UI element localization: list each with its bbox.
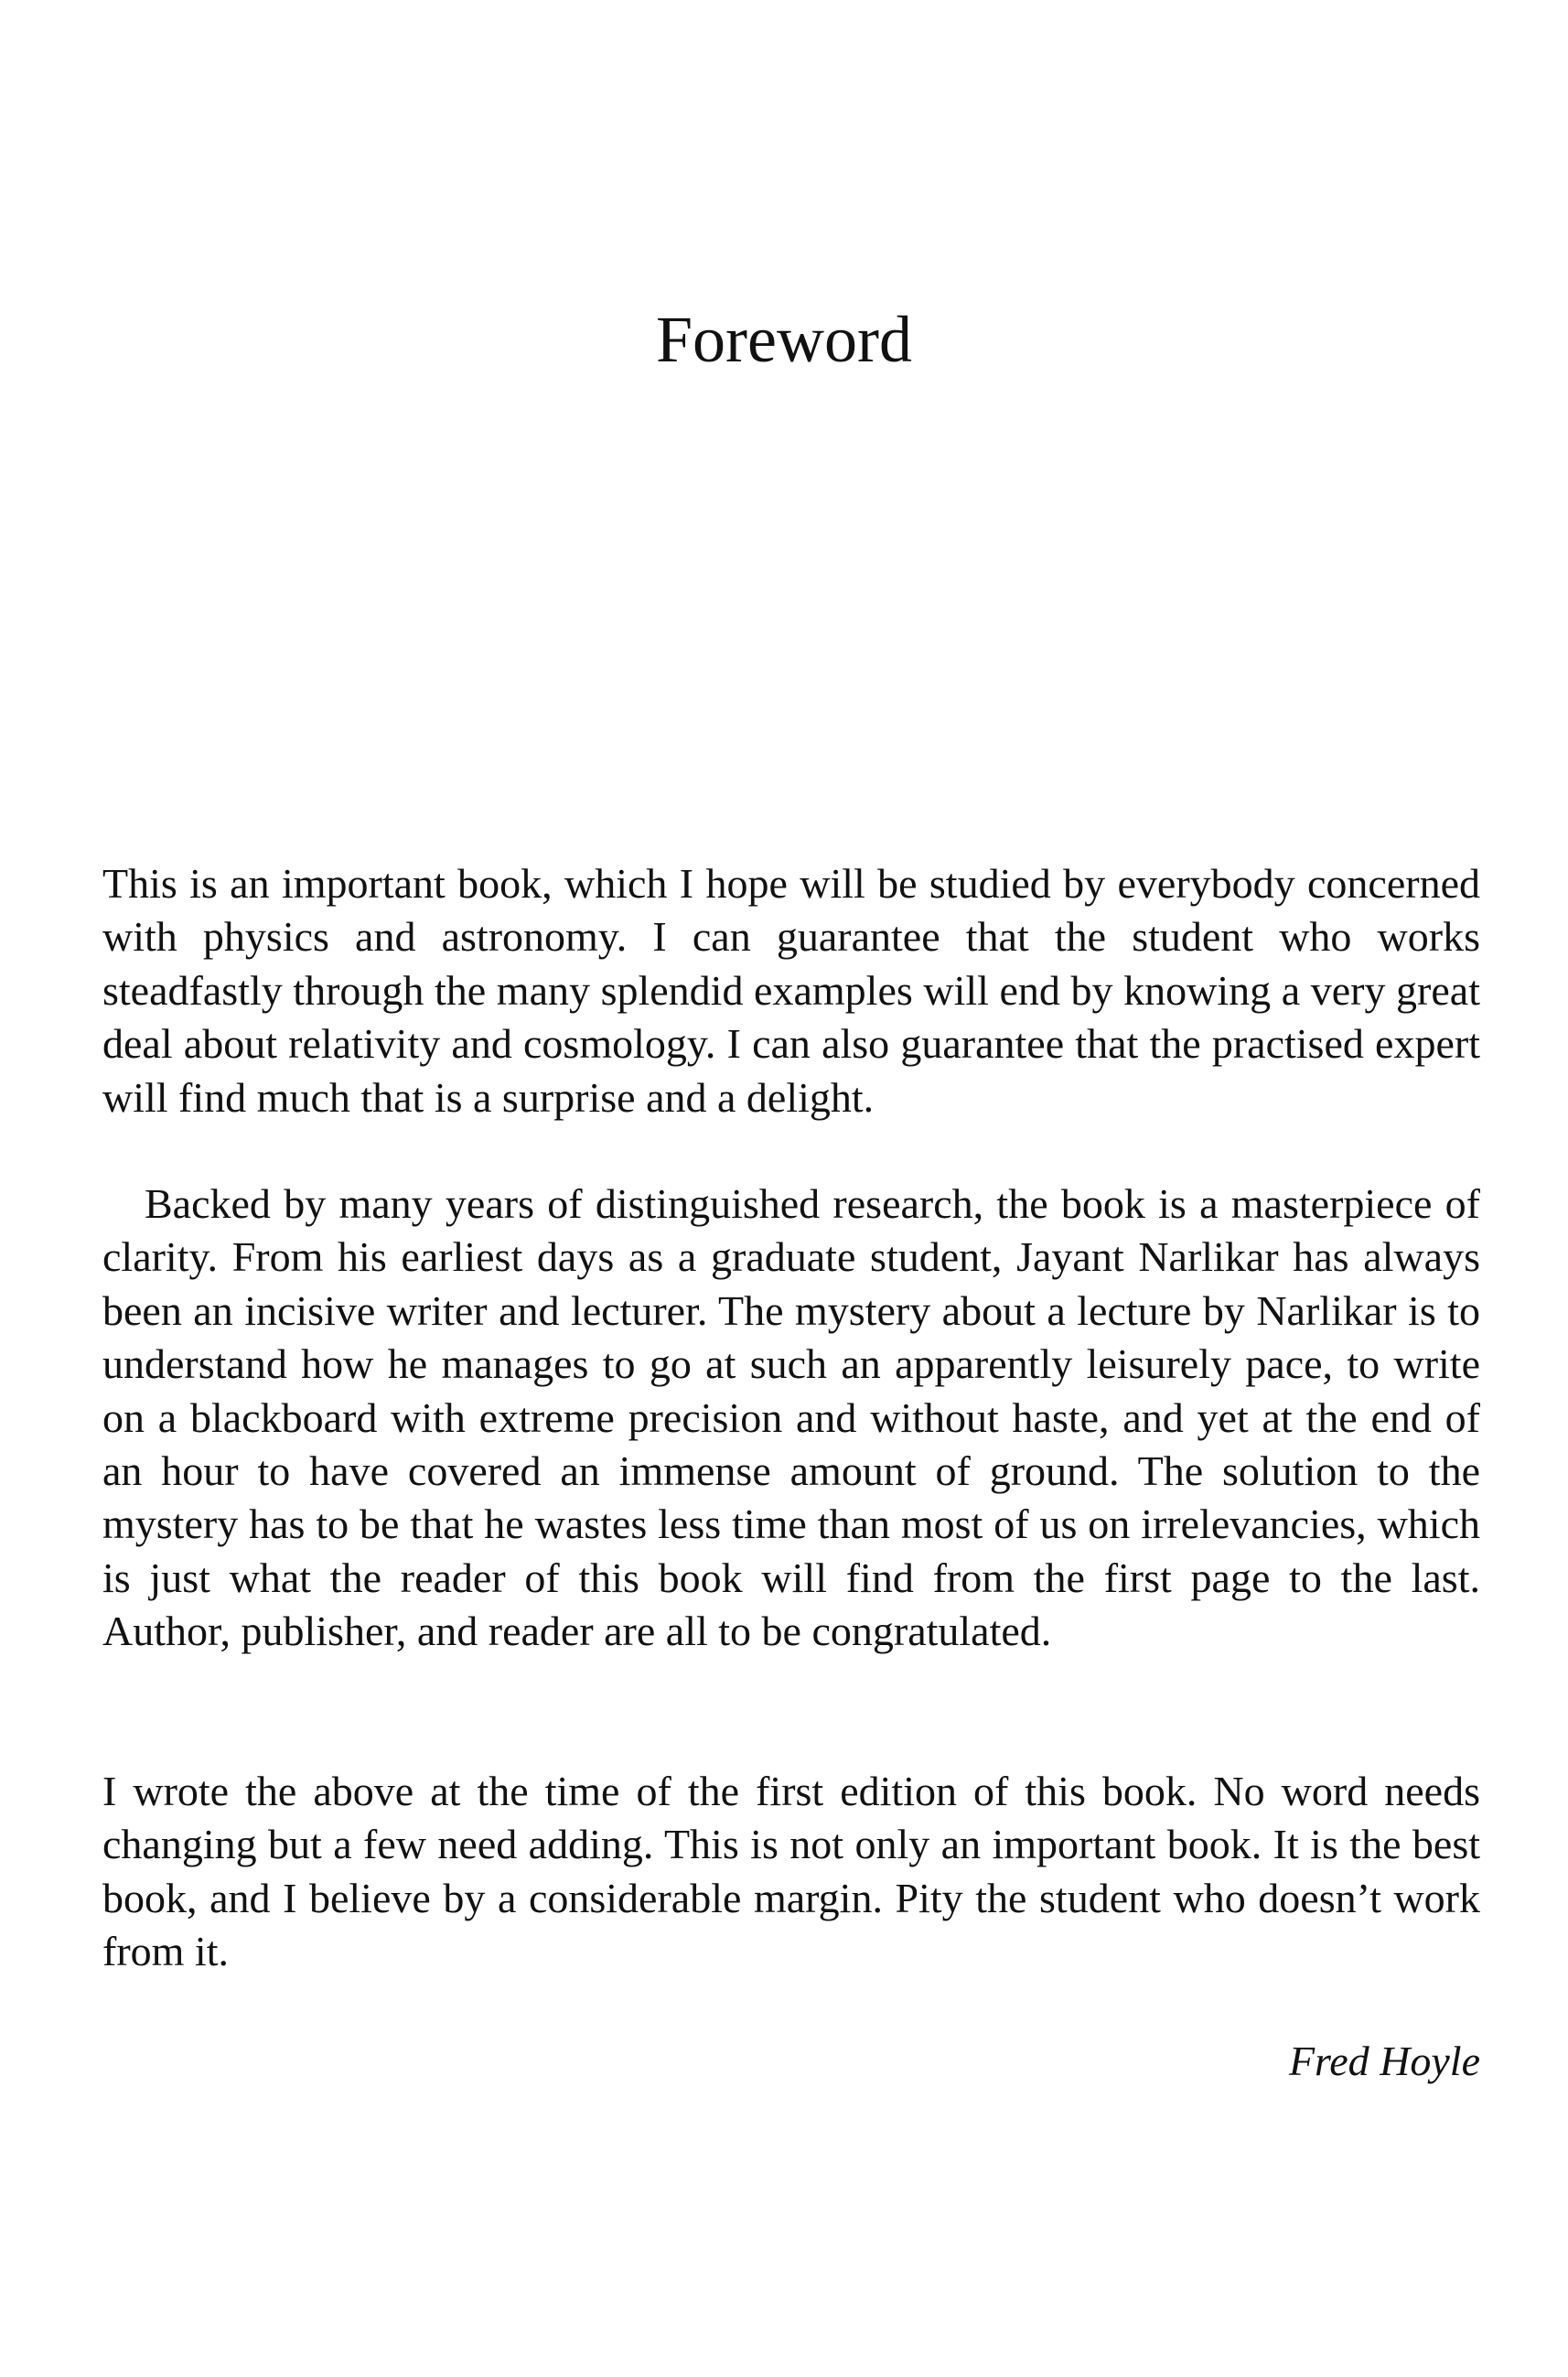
paragraph-3: I wrote the above at the time of the first edition of this book. No word needs changing but a few need adding. This is not only an important book. It is the best book, and I believe by a considerable margin. Pity the student who doesn’t work from it. — [102, 1768, 1480, 1975]
paragraph-2: Backed by many years of distinguished research, the book is a masterpiece of clarity. From his earliest days as a graduate student, Jayant Narlikar has always been an incisive writer and lecturer. The mystery about a lecture by Narlikar is to understand how he manages to go at such an apparently leisurely pace, to write on a blackboard with extreme precision and without haste, and yet at the end of an hour to have covered an immense amount of ground. The solution to the mystery has to be that he wastes less time than most of us on irrelevancies, which is just what the reader of this book will find from the first page to the last. Author, publisher, and reader are all to be congratulated. — [102, 1180, 1480, 1655]
paragraph-1: This is an important book, which I hope will be studied by everybody concerned with physics and astronomy. I can guarantee that the student who works steadfastly through the many splendid examples will end by knowing a very great deal about relativity and cosmology. I can also guarantee that the practised expert will find much that is a surprise and a delight. — [102, 860, 1480, 1121]
author-signature: Fred Hoyle — [1288, 2038, 1480, 2084]
page-title: Foreword — [656, 303, 912, 376]
